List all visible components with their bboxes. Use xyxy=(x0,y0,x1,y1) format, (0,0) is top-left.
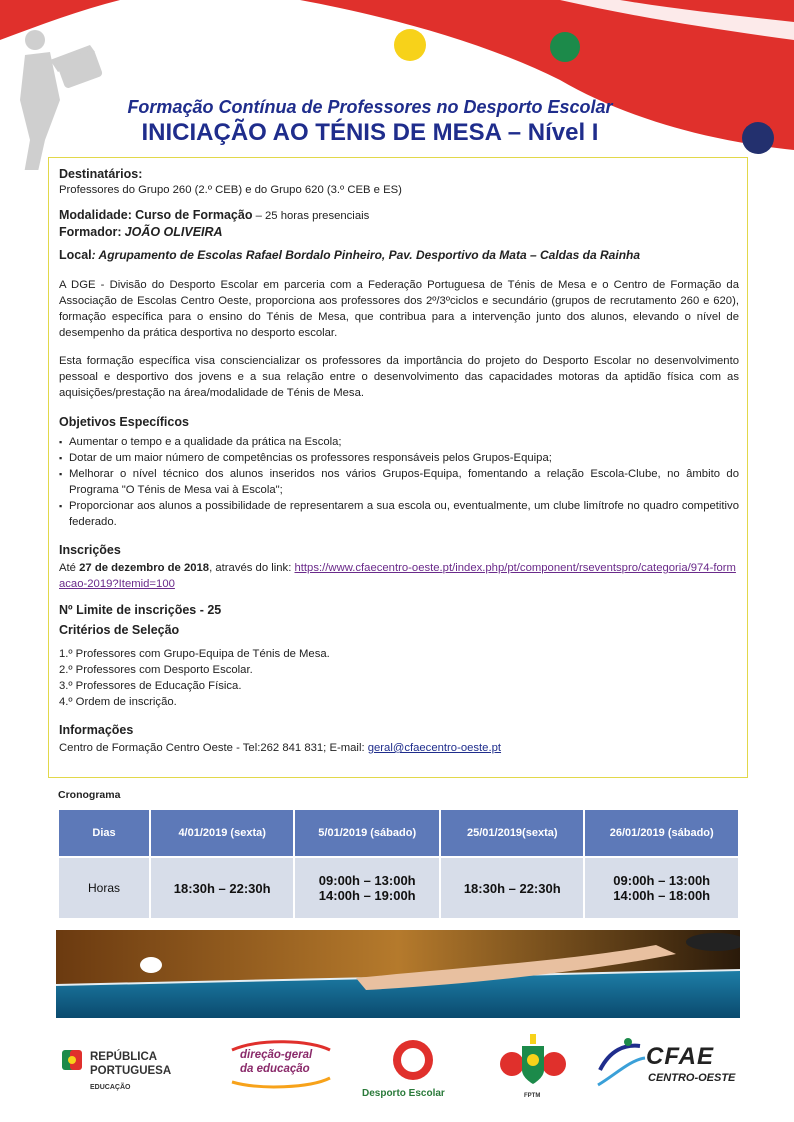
list-item: 4.º Ordem de inscrição. xyxy=(59,696,177,708)
table-header: 4/01/2019 (sexta) xyxy=(151,810,293,856)
inscricoes-link[interactable]: https://www.cfaecentro-oeste.pt/index.php/pt/component/rseventspro/categoria/974-formacao-2019?Itemid=100 xyxy=(59,562,736,590)
republica-emblem-icon xyxy=(62,1050,82,1070)
green-dot xyxy=(550,32,580,62)
table-header: Dias xyxy=(59,810,149,856)
local: Local: Agrupamento de Escolas Rafael Bordalo Pinheiro, Pav. Desportivo da Mata – Caldas da Rainha xyxy=(59,248,641,262)
row-label: Horas xyxy=(59,858,149,918)
info-box xyxy=(48,157,748,778)
desporto-escolar-logo-icon xyxy=(393,1040,433,1080)
modalidade: Modalidade: Curso de Formação – 25 horas presenciais xyxy=(59,208,370,222)
header-title: INICIAÇÃO AO TÉNIS DE MESA – Nível I xyxy=(141,119,599,146)
list-item: ▪ Dotar de um maior número de competências os professores responsáveis pelos Grupos-Equipa; xyxy=(59,450,739,466)
cronograma-table xyxy=(57,808,740,920)
fptm-label: FPTM xyxy=(524,1093,541,1099)
cfae-label: CFAE xyxy=(646,1043,715,1070)
informacoes-text: Centro de Formação Centro Oeste - Tel:262 841 831; E-mail: geral@cfaecentro-oeste.pt xyxy=(59,742,502,754)
objetivos-title: Objetivos Específicos xyxy=(59,415,189,429)
rp-line3: EDUCAÇÃO xyxy=(90,1084,131,1091)
informacoes-title: Informações xyxy=(59,723,134,737)
list-item: 2.º Professores com Desporto Escolar. xyxy=(59,664,253,676)
yellow-dot xyxy=(394,29,426,61)
table-header: 26/01/2019 (sábado) xyxy=(585,810,738,856)
table-cell: 09:00h – 13:00h 14:00h – 19:00h xyxy=(295,858,439,918)
list-item: 1.º Professores com Grupo-Equipa de Ténis de Mesa. xyxy=(59,648,330,660)
objetivos-list xyxy=(59,434,739,530)
cronograma-title: Cronograma xyxy=(58,789,121,801)
navy-dot xyxy=(742,122,774,154)
paragraph-1: A DGE - Divisão do Desporto Escolar em parceria com a Federação Portuguesa de Ténis de Mesa e o Centro de Formação da Associação de Escolas Centro Oeste, proporciona aos professores dos 2º/3ºciclos e secundário (grupos de recrutamento 260 e 620), formação específica para o ensino do Ténis de Mesa, que contribua para a intervenção junto dos alunos, elevando o nível de desempenho da prática desportiva no desporto escolar. xyxy=(59,279,739,339)
header-subtitle: Formação Contínua de Professores no Desporto Escolar xyxy=(127,97,613,117)
table-cell: 18:30h – 22:30h xyxy=(151,858,293,918)
table-row xyxy=(59,810,738,856)
table-cell: 18:30h – 22:30h xyxy=(441,858,583,918)
dest-label: Destinatários: xyxy=(59,167,143,181)
list-item: ▪ Proporcionar aos alunos a possibilidade de representarem a sua escola ou, eventualmente, um clube limítrofe no quadro competitivo federado. xyxy=(59,498,739,530)
cfae-logo-icon xyxy=(598,1038,645,1085)
desporto-escolar-label: Desporto Escolar xyxy=(362,1088,445,1099)
table-header: 5/01/2019 (sábado) xyxy=(295,810,439,856)
inscricoes-text: Até 27 de dezembro de 2018, através do link: https://www.cfaecentro-oeste.pt/index.php/pt/component/rseventspro/categoria/974-formacao-2019?Itemid=100 xyxy=(59,562,736,590)
table-header: 25/01/2019(sexta) xyxy=(441,810,583,856)
rp-line1: REPÚBLICA xyxy=(90,1051,158,1063)
paragraph-2: Esta formação específica visa consciencializar os professores da importância do projeto do Desporto Escolar no desenvolvimento pessoal e desportivo dos jovens e a sua relação entre o desenvolvimento das capacidades motoras da aptidão física com as aquisições/prestação na área/modalidade de Ténis de Mesa. xyxy=(59,355,739,399)
dge-logo: direção-geral da educação xyxy=(240,1049,313,1075)
table-row xyxy=(59,858,738,918)
inscricoes-title: Inscrições xyxy=(59,543,121,557)
rp-line2: PORTUGUESA xyxy=(90,1065,172,1077)
fptm-logo-icon xyxy=(500,1034,566,1084)
inscricoes-limit: Nº Limite de inscrições - 25 xyxy=(59,603,222,617)
table-cell: 09:00h – 13:00h 14:00h – 18:00h xyxy=(585,858,738,918)
cfae-sub-label: CENTRO-OESTE xyxy=(648,1072,736,1084)
criterios-title: Critérios de Seleção xyxy=(59,623,180,637)
list-item: 3.º Professores de Educação Física. xyxy=(59,680,242,692)
list-item: ▪ Melhorar o nível técnico dos alunos inseridos nos vários Grupos-Equipa, fomentando a relação Escola-Clube, no âmbito do Programa "O Ténis de Mesa vai à Escola"; xyxy=(59,466,739,498)
formador: Formador: JOÃO OLIVEIRA xyxy=(59,225,223,239)
dest-text: Professores do Grupo 260 (2.º CEB) e do Grupo 620 (3.º CEB e ES) xyxy=(59,184,402,196)
list-item: ▪ Aumentar o tempo e a qualidade da prática na Escola; xyxy=(59,434,739,450)
email-link[interactable]: geral@cfaecentro-oeste.pt xyxy=(367,742,502,754)
table-tennis-photo xyxy=(56,930,740,1018)
